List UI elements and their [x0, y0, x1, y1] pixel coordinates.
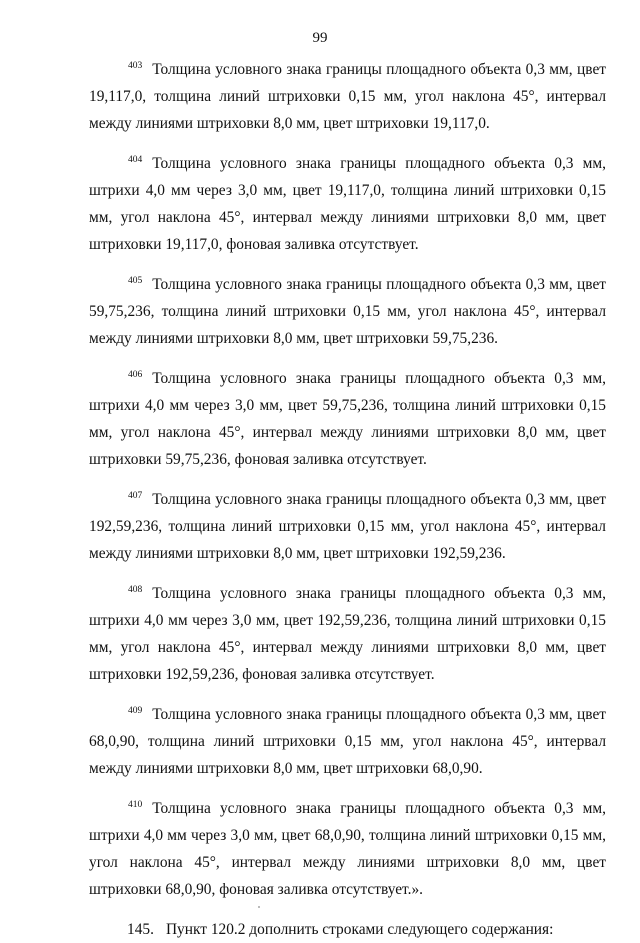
footnote-409: [89, 701, 606, 782]
footnote-marker: 405: [128, 276, 143, 286]
list-item-145: [89, 916, 606, 943]
footnote-marker: 407: [128, 491, 143, 501]
scan-speck: [258, 906, 260, 908]
item-text: Пункт 120.2 дополнить строками следующего содержания:: [165, 921, 554, 938]
footnote-text: Толщина условного знака границы площадного объекта 0,3 мм, штрихи 4,0 мм через 3,0 мм, цвет 68,0,90, толщина линий штриховки 0,15 мм, угол наклона 45°, интервал между линиями штриховки 8,0 мм, цвет штриховки 68,0,90, фоновая заливка отсутствует.».: [89, 800, 606, 898]
footnote-405: [89, 271, 606, 352]
footnote-text: Толщина условного знака границы площадного объекта 0,3 мм, цвет 59,75,236, толщина линий штриховки 0,15 мм, угол наклона 45°, интервал между линиями штриховки 8,0 мм, цвет штриховки 59,75,236.: [89, 276, 606, 347]
footnote-marker: 408: [128, 585, 143, 595]
footnote-text: Толщина условного знака границы площадного объекта 0,3 мм, цвет 192,59,236, толщина линий штриховки 0,15 мм, угол наклона 45°, интервал между линиями штриховки 8,0 мм, цвет штриховки 192,59,236.: [89, 491, 606, 562]
footnote-marker: 406: [128, 370, 143, 380]
footnote-410: [89, 795, 606, 903]
footnote-text: Толщина условного знака границы площадного объекта 0,3 мм, цвет 68,0,90, толщина линий штриховки 0,15 мм, угол наклона 45°, интервал между линиями штриховки 8,0 мм, цвет штриховки 68,0,90.: [89, 706, 606, 777]
footnote-marker: 410: [128, 800, 143, 810]
footnote-text: Толщина условного знака границы площадного объекта 0,3 мм, цвет 19,117,0, толщина линий штриховки 0,15 мм, угол наклона 45°, интервал между линиями штриховки 8,0 мм, цвет штриховки 19,117,0.: [89, 61, 606, 132]
footnote-403: [89, 56, 606, 137]
footnote-407: [89, 486, 606, 567]
footnote-408: [89, 580, 606, 688]
footnote-marker: 403: [128, 61, 143, 71]
page-body: [89, 56, 606, 943]
footnote-marker: 409: [128, 706, 143, 716]
page-number: 99: [312, 30, 328, 46]
footnote-text: Толщина условного знака границы площадного объекта 0,3 мм, штрихи 4,0 мм через 3,0 мм, цвет 192,59,236, толщина линий штриховки 0,15 мм, угол наклона 45°, интервал между линиями штриховки 8,0 мм, цвет штриховки 192,59,236, фоновая заливка отсутствует.: [89, 585, 606, 683]
footnote-text: Толщина условного знака границы площадного объекта 0,3 мм, штрихи 4,0 мм через 3,0 мм, цвет 59,75,236, толщина линий штриховки 0,15 мм, угол наклона 45°, интервал между линиями штриховки 8,0 мм, цвет штриховки 59,75,236, фоновая заливка отсутствует.: [89, 370, 606, 468]
footnote-marker: 404: [128, 155, 143, 165]
footnote-404: [89, 150, 606, 258]
footnote-406: [89, 365, 606, 473]
item-number: 145.: [127, 921, 154, 938]
footnote-text: Толщина условного знака границы площадного объекта 0,3 мм, штрихи 4,0 мм через 3,0 мм, цвет 19,117,0, толщина линий штриховки 0,15 мм, угол наклона 45°, интервал между линиями штриховки 8,0 мм, цвет штриховки 19,117,0, фоновая заливка отсутствует.: [89, 155, 606, 253]
